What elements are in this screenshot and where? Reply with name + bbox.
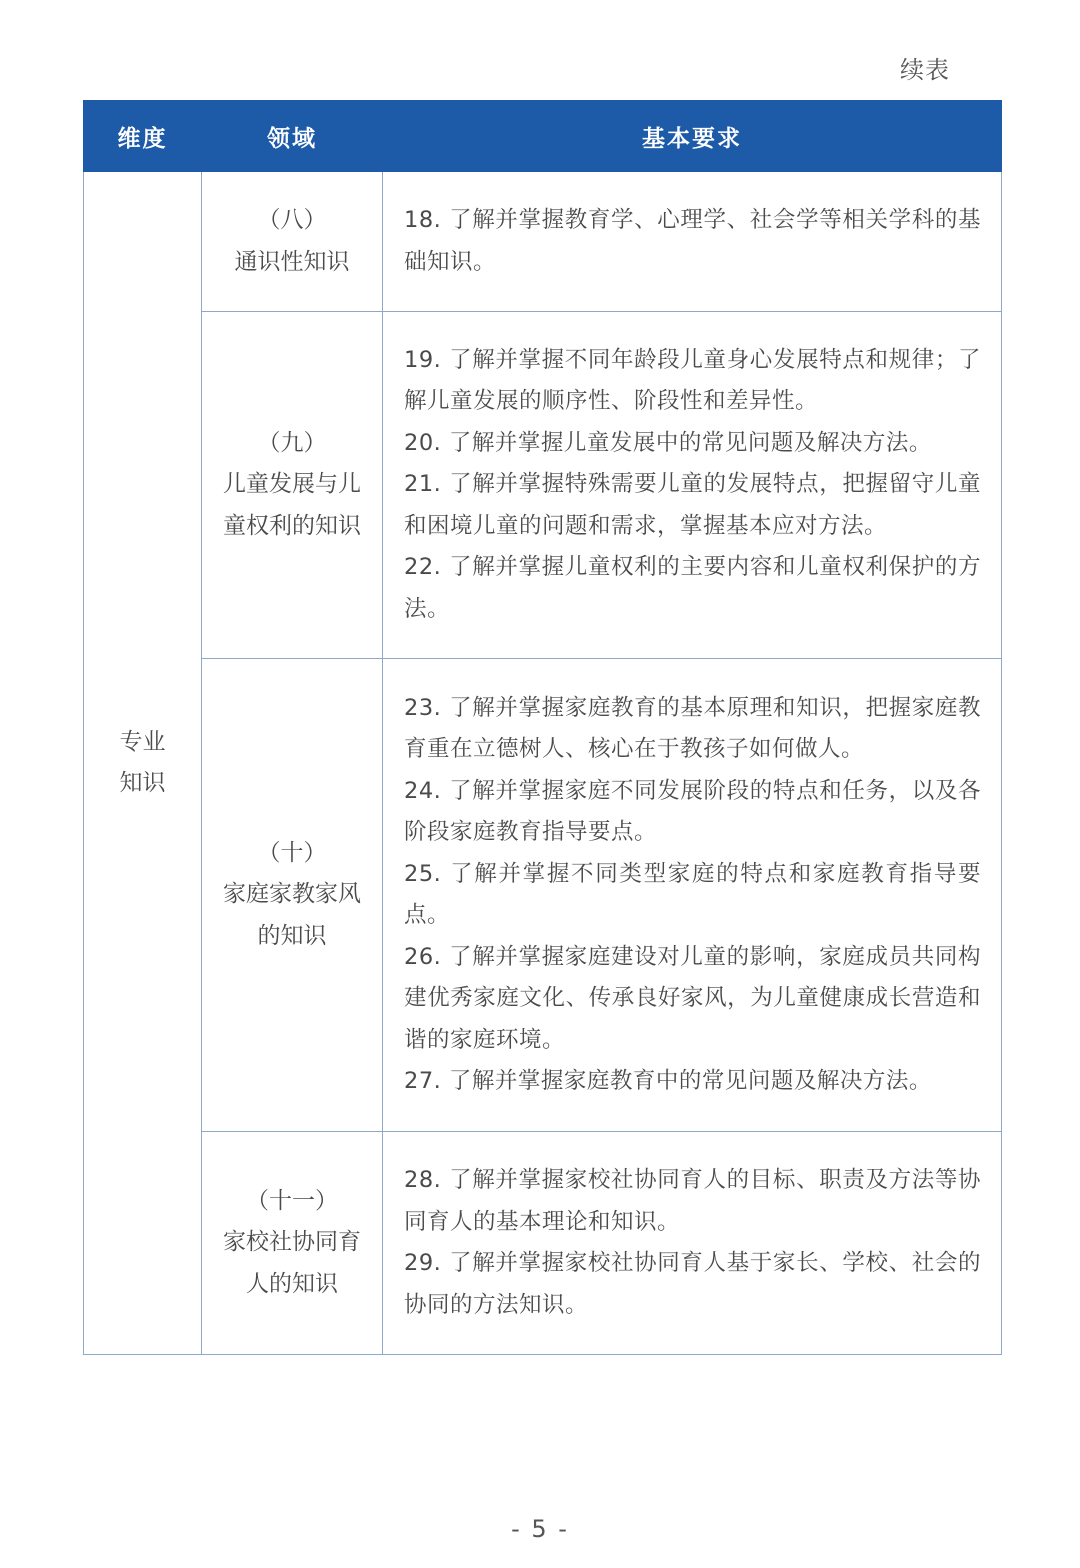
area-name: 家校社协同育人的知识 bbox=[223, 1229, 361, 1297]
column-header-area: 领域 bbox=[202, 101, 383, 172]
table-row bbox=[84, 312, 1002, 659]
area-name: 儿童发展与儿童权利的知识 bbox=[223, 471, 361, 539]
page-number: - 5 - bbox=[511, 1515, 569, 1543]
requirements-cell bbox=[383, 312, 1002, 659]
requirement-item: 28. 了解并掌握家校社协同育人的目标、职责及方法等协同育人的基本理论和知识。 bbox=[404, 1167, 981, 1235]
table-row bbox=[84, 659, 1002, 1132]
area-number: （九） bbox=[257, 429, 327, 456]
requirement-item: 20. 了解并掌握儿童发展中的常见问题及解决方法。 bbox=[404, 429, 932, 456]
table-header-row bbox=[84, 101, 1002, 172]
requirements-cell bbox=[383, 659, 1002, 1132]
requirement-item: 21. 了解并掌握特殊需要儿童的发展特点，把握留守儿童和困境儿童的问题和需求，掌握基本应对方法。 bbox=[404, 471, 981, 539]
requirement-item: 27. 了解并掌握家庭教育中的常见问题及解决方法。 bbox=[404, 1068, 932, 1094]
continued-label: 续表 bbox=[900, 56, 950, 84]
requirement-item: 23. 了解并掌握家庭教育的基本原理和知识，把握家庭教育重在立德树人、核心在于教孩子如何做人。 bbox=[404, 694, 981, 762]
area-name: 家庭家教家风的知识 bbox=[223, 881, 361, 949]
area-number: （十一） bbox=[246, 1187, 338, 1214]
dimension-cell bbox=[84, 172, 202, 1355]
requirement-item: 26. 了解并掌握家庭建设对儿童的影响，家庭成员共同构建优秀家庭文化、传承良好家风，为儿童健康成长营造和谐的家庭环境。 bbox=[404, 943, 981, 1053]
column-header-dimension: 维度 bbox=[84, 101, 202, 172]
requirements-cell bbox=[383, 1132, 1002, 1355]
table-row bbox=[84, 172, 1002, 312]
area-cell bbox=[202, 1132, 383, 1355]
area-cell bbox=[202, 172, 383, 312]
requirement-item: 22. 了解并掌握儿童权利的主要内容和儿童权利保护的方法。 bbox=[404, 554, 981, 622]
area-cell bbox=[202, 312, 383, 659]
requirements-cell bbox=[383, 172, 1002, 312]
requirement-item: 24. 了解并掌握家庭不同发展阶段的特点和任务，以及各阶段家庭教育指导要点。 bbox=[404, 777, 981, 845]
requirement-item: 25. 了解并掌握不同类型家庭的特点和家庭教育指导要点。 bbox=[404, 860, 981, 928]
area-number: （八） bbox=[257, 207, 327, 233]
table-row bbox=[84, 1132, 1002, 1355]
dimension-label: 专业 知识 bbox=[119, 729, 166, 796]
area-name: 通识性知识 bbox=[234, 248, 350, 275]
requirement-item: 18. 了解并掌握教育学、心理学、社会学等相关学科的基础知识。 bbox=[404, 207, 981, 275]
area-cell bbox=[202, 659, 383, 1132]
requirement-item: 29. 了解并掌握家校社协同育人基于家长、学校、社会的协同的方法知识。 bbox=[404, 1250, 981, 1318]
area-number: （十） bbox=[257, 839, 327, 866]
column-header-requirements: 基本要求 bbox=[383, 101, 1002, 172]
requirement-item: 19. 了解并掌握不同年龄段儿童身心发展特点和规律；了解儿童发展的顺序性、阶段性和差异性。 bbox=[404, 346, 981, 415]
requirements-table bbox=[83, 100, 1002, 1355]
